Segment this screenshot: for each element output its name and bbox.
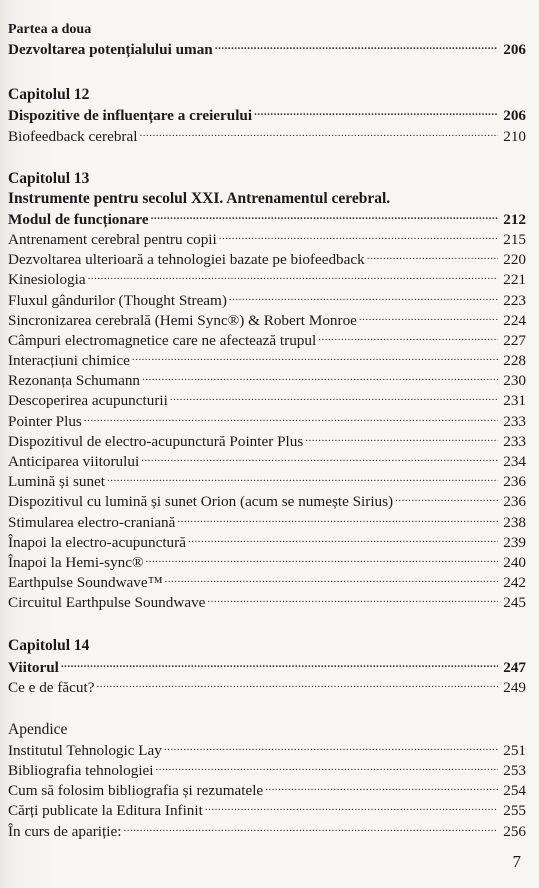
toc-entry — [8, 330, 526, 350]
entry-title: Interacțiuni chimice — [8, 352, 130, 370]
dot-leader — [142, 370, 498, 385]
entry-page: 220 — [503, 251, 526, 269]
dot-leader — [395, 491, 498, 506]
dot-leader — [170, 390, 498, 405]
toc-entry — [8, 532, 526, 552]
chapter-12-entries — [8, 125, 526, 145]
chapter-12-section — [8, 85, 526, 145]
chapter-13-section — [8, 169, 526, 613]
toc-entry — [8, 740, 526, 760]
entry-title: Circuitul Earthpulse Soundwave — [8, 594, 206, 612]
entry-title: Kinesiologia — [8, 271, 86, 289]
part-label: Partea a doua — [8, 22, 92, 37]
entry-title: Modul de funcționare — [8, 210, 149, 228]
entry-title: Dezvoltarea ulterioară a tehnologiei bazate pe biofeedback — [8, 251, 365, 269]
toc-entry — [8, 511, 526, 531]
toc-entry — [8, 491, 526, 511]
entry-title: Stimularea electro-craniană — [8, 513, 176, 531]
entry-page: 233 — [503, 432, 526, 450]
toc-entry-chapter-title — [8, 656, 526, 676]
appendix-entries — [8, 740, 526, 841]
entry-page: 240 — [503, 553, 526, 571]
entry-title: Fluxul gândurilor (Thought Stream) — [8, 291, 227, 309]
toc-entry — [8, 451, 526, 471]
toc-entry — [8, 289, 526, 309]
dot-leader — [151, 209, 498, 224]
dot-leader — [165, 572, 499, 587]
toc-entry-chapter-title — [8, 209, 526, 229]
dot-leader — [96, 677, 498, 692]
entry-title: Pointer Plus — [8, 412, 82, 430]
entry-title: Înapoi la Hemi-sync® — [8, 553, 144, 571]
entry-page: 249 — [503, 678, 526, 696]
toc-entry — [8, 125, 526, 145]
dot-leader — [123, 820, 498, 835]
dot-leader — [156, 760, 498, 775]
entry-page: 245 — [503, 594, 526, 612]
entry-title: Viitorul — [8, 658, 59, 676]
entry-title: În curs de apariție: — [8, 822, 122, 840]
dot-leader — [219, 229, 498, 244]
entry-page: 255 — [503, 802, 526, 820]
dot-leader — [359, 310, 498, 325]
entry-title: Sincronizarea cerebrală (Hemi Sync®) & Robert Monroe — [8, 311, 357, 329]
dot-leader — [139, 125, 498, 140]
entry-page: 234 — [503, 453, 526, 470]
toc-entry — [8, 592, 526, 612]
entry-title: Dispozitivul de electro-acupunctură Pointer Plus — [8, 432, 304, 450]
entry-page: 230 — [503, 372, 526, 390]
entry-page: 236 — [503, 493, 526, 511]
appendix-section — [8, 720, 526, 841]
entry-page: 238 — [503, 513, 526, 531]
toc-entry — [8, 410, 526, 430]
toc-entry — [8, 350, 526, 370]
entry-page: 239 — [503, 533, 526, 551]
part-section — [8, 20, 526, 59]
entry-page: 206 — [503, 41, 526, 59]
toc-entry — [8, 780, 526, 800]
dot-leader — [84, 410, 498, 425]
dot-leader — [265, 780, 498, 795]
toc-entry — [8, 310, 526, 330]
entry-title: Cum să folosim bibliografia și rezumatele — [8, 782, 264, 800]
toc-entry — [8, 249, 526, 269]
dot-leader — [254, 105, 498, 120]
entry-page: 227 — [503, 331, 526, 349]
dot-leader — [188, 532, 498, 547]
toc-entry — [8, 800, 526, 820]
toc-entry — [8, 390, 526, 410]
entry-page: 231 — [503, 392, 526, 410]
toc-entry — [8, 269, 526, 289]
entry-page: 224 — [503, 311, 526, 329]
dot-leader — [164, 740, 498, 755]
dot-leader — [146, 552, 498, 567]
dot-leader — [141, 451, 498, 466]
entry-page: 233 — [503, 412, 526, 430]
entry-title: Earthpulse Soundwave™ — [8, 574, 163, 592]
chapter-heading: Capitolul 12 — [8, 86, 90, 104]
dot-leader — [177, 511, 498, 526]
entry-page: 251 — [503, 741, 526, 759]
dot-leader — [88, 269, 498, 284]
entry-page: 206 — [503, 107, 526, 125]
entry-title: Descoperirea acupuncturii — [8, 392, 168, 410]
entry-page: 256 — [503, 822, 526, 840]
entry-title: Anticiparea viitorului — [8, 453, 140, 470]
entry-page: 254 — [503, 782, 526, 800]
dot-leader — [132, 350, 498, 365]
entry-title: Dispozitivul cu lumină și sunet Orion (acum se numește Sirius) — [8, 493, 394, 511]
toc-entry — [8, 760, 526, 780]
chapter-13-entries — [8, 229, 526, 613]
entry-title: Rezonanța Schumann — [8, 372, 141, 390]
dot-leader — [305, 431, 498, 446]
entry-title: Câmpuri electromagnetice care ne afectează trupul — [8, 331, 317, 349]
chapter-14-section — [8, 636, 526, 696]
entry-page: 228 — [503, 352, 526, 370]
dot-leader — [61, 656, 498, 671]
entry-page: 221 — [503, 271, 526, 289]
chapter-heading: Capitolul 14 — [8, 637, 90, 655]
table-of-contents — [8, 20, 526, 841]
entry-title: Dispozitive de influențare a creierului — [8, 107, 253, 125]
toc-entry — [8, 552, 526, 572]
entry-title: Cărți publicate la Editura Infinit — [8, 802, 203, 820]
entry-page: 212 — [503, 210, 526, 228]
toc-entry — [8, 370, 526, 390]
dot-leader — [205, 800, 498, 815]
dot-leader — [207, 592, 498, 607]
chapter-14-entries — [8, 677, 526, 697]
toc-entry-chapter-title — [8, 105, 526, 125]
entry-title: Ce e de făcut? — [8, 678, 95, 696]
chapter-title-line: Instrumente pentru secolul XXI. Antrenamentul cerebral. — [8, 189, 391, 207]
entry-page: 247 — [503, 658, 526, 676]
dot-leader — [215, 39, 498, 54]
entry-title: Înapoi la electro-acupunctură — [8, 533, 186, 551]
entry-title: Biofeedback cerebral — [8, 127, 138, 145]
toc-entry — [8, 229, 526, 249]
entry-title: Antrenament cerebral pentru copii — [8, 230, 217, 248]
toc-entry — [8, 431, 526, 451]
entry-title: Bibliografia tehnologiei — [8, 762, 154, 780]
toc-entry — [8, 677, 526, 697]
dot-leader — [229, 289, 498, 304]
chapter-heading: Capitolul 13 — [8, 169, 90, 187]
entry-page: 236 — [503, 473, 526, 491]
toc-entry — [8, 471, 526, 491]
appendix-heading: Apendice — [8, 720, 68, 738]
toc-entry-part-title — [8, 39, 526, 59]
entry-page: 215 — [503, 230, 526, 248]
entry-page: 223 — [503, 291, 526, 309]
page-number: 7 — [512, 852, 521, 871]
toc-entry — [8, 572, 526, 592]
dot-leader — [318, 330, 498, 345]
entry-page: 253 — [503, 762, 526, 780]
dot-leader — [107, 471, 498, 486]
entry-title: Dezvoltarea potențialului uman — [8, 41, 213, 59]
entry-title: Lumină și sunet — [8, 473, 106, 491]
dot-leader — [367, 249, 498, 264]
entry-page: 242 — [503, 574, 526, 592]
entry-title: Institutul Tehnologic Lay — [8, 741, 162, 759]
entry-page: 210 — [503, 127, 526, 145]
toc-entry — [8, 820, 526, 840]
